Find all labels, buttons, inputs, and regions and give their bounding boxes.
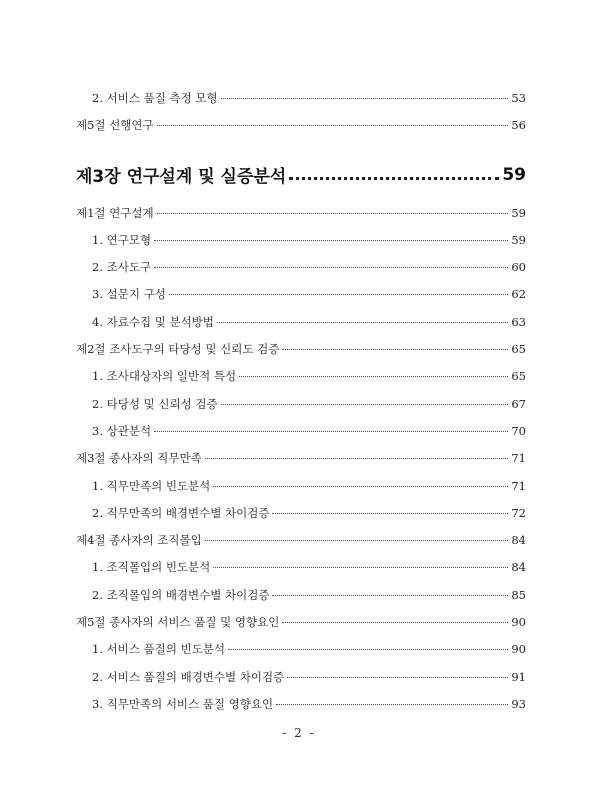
toc-entry-page: 60 (511, 260, 526, 275)
dot-leader (287, 676, 508, 678)
toc-entry[interactable] (76, 90, 526, 117)
toc-entry-page: 91 (511, 669, 526, 684)
toc-entry[interactable] (76, 423, 526, 450)
toc-entry[interactable] (76, 314, 526, 341)
dot-leader (282, 348, 508, 350)
toc-entry-page: 84 (511, 533, 526, 548)
dot-leader (276, 703, 508, 705)
toc-entry-page: 62 (511, 287, 526, 302)
page-number: - 2 - (282, 726, 316, 740)
toc-entry-page: 65 (511, 342, 526, 357)
toc-entry[interactable] (76, 532, 526, 559)
dot-leader (272, 594, 508, 596)
toc-entry[interactable] (76, 450, 526, 477)
toc-entry-page: 59 (502, 164, 526, 185)
toc-entry-title: 제2절 조사도구의 타당성 및 신뢰도 검증 (76, 342, 280, 357)
toc-entry-page: 71 (511, 451, 526, 466)
toc-entry-title: 1. 조직몰입의 빈도분석 (92, 560, 211, 575)
dot-leader (157, 124, 509, 126)
toc-entry-page: 56 (511, 118, 526, 133)
toc-entry-page: 59 (511, 232, 526, 247)
toc-entry-title: 4. 자료수집 및 분석방법 (92, 314, 214, 329)
toc-entry[interactable] (76, 286, 526, 313)
toc-entry[interactable] (76, 478, 526, 505)
toc-entry-title: 2. 조사도구 (92, 260, 152, 275)
toc-entry-title: 1. 조사대상자의 일반적 특성 (92, 369, 237, 384)
toc-entry[interactable] (76, 205, 526, 232)
dot-leader (205, 457, 509, 459)
toc-entry[interactable] (76, 559, 526, 586)
dot-leader (157, 212, 509, 214)
toc-entry-title: 3. 설문지 구성 (92, 287, 166, 302)
toc-entry-title: 제1절 연구설계 (76, 205, 154, 220)
dot-leader (221, 403, 509, 405)
toc-entry[interactable] (76, 669, 526, 696)
toc-entry-page: 93 (511, 696, 526, 711)
dot-leader (272, 512, 508, 514)
toc-entry[interactable] (76, 587, 526, 614)
toc-entry-page: 90 (511, 642, 526, 657)
dot-leader (217, 321, 508, 323)
toc-entry-title: 2. 서비스 품질의 배경변수별 차이검증 (92, 669, 285, 684)
toc-entry[interactable] (76, 641, 526, 668)
toc-entry-page: 67 (511, 396, 526, 411)
toc-entry-title: 2. 서비스 품질 측정 모형 (92, 91, 218, 105)
toc-entry[interactable] (76, 368, 526, 395)
toc-entry[interactable] (76, 232, 526, 259)
toc-entry-title: 3. 상관분석 (92, 423, 152, 438)
toc-entry-title: 2. 타당성 및 신뢰성 검증 (92, 396, 218, 411)
toc-entry-title: 2. 조직몰입의 배경변수별 차이검증 (92, 587, 270, 602)
toc-entry[interactable] (76, 259, 526, 286)
dot-leader (289, 177, 499, 180)
toc-entry-title: 제5절 종사자의 서비스 품질 및 영향요인 (76, 615, 280, 630)
toc-entry-page: 84 (511, 560, 526, 575)
toc-entry-title: 1. 직무만족의 빈도분석 (92, 478, 211, 493)
toc-entry[interactable] (76, 396, 526, 423)
toc-entry-page: 65 (511, 369, 526, 384)
toc-entry-title: 1. 연구모형 (92, 232, 152, 247)
dot-leader (169, 293, 509, 295)
dot-leader (282, 621, 508, 623)
dot-leader (228, 648, 508, 650)
toc-entry[interactable] (76, 341, 526, 368)
toc-entry-page: 53 (511, 91, 526, 105)
toc-entry-title: 제5절 선행연구 (76, 118, 154, 133)
toc-entry-title: 3. 직무만족의 서비스 품질 영향요인 (92, 696, 274, 711)
dot-leader (154, 266, 508, 268)
toc-entry[interactable] (76, 614, 526, 641)
toc-entry-title: 제4절 종사자의 조직몰입 (76, 533, 202, 548)
toc-entry-page: 63 (511, 314, 526, 329)
toc-entry-title: 제3장 연구설계 및 실증분석 (76, 167, 287, 188)
toc-entry-page: 85 (511, 587, 526, 602)
toc-entry-page: 90 (511, 615, 526, 630)
dot-leader (213, 566, 508, 568)
toc-entry-page: 72 (511, 505, 526, 520)
dot-leader (239, 375, 508, 377)
toc-entry[interactable] (76, 505, 526, 532)
dot-leader (213, 485, 508, 487)
toc-entry-page: 59 (511, 205, 526, 220)
toc-entry-title: 1. 서비스 품질의 빈도분석 (92, 642, 226, 657)
dot-leader (221, 97, 509, 99)
toc-entry-page: 70 (511, 423, 526, 438)
toc-entry-title: 2. 직무만족의 배경변수별 차이검증 (92, 505, 270, 520)
table-of-contents (76, 90, 526, 723)
dot-leader (205, 539, 509, 541)
dot-leader (154, 430, 508, 432)
toc-entry[interactable] (76, 696, 526, 723)
toc-chapter-entry[interactable] (76, 145, 526, 205)
toc-entry[interactable] (76, 117, 526, 144)
dot-leader (154, 239, 508, 241)
toc-entry-page: 71 (511, 478, 526, 493)
toc-entry-title: 제3절 종사자의 직무만족 (76, 451, 202, 466)
